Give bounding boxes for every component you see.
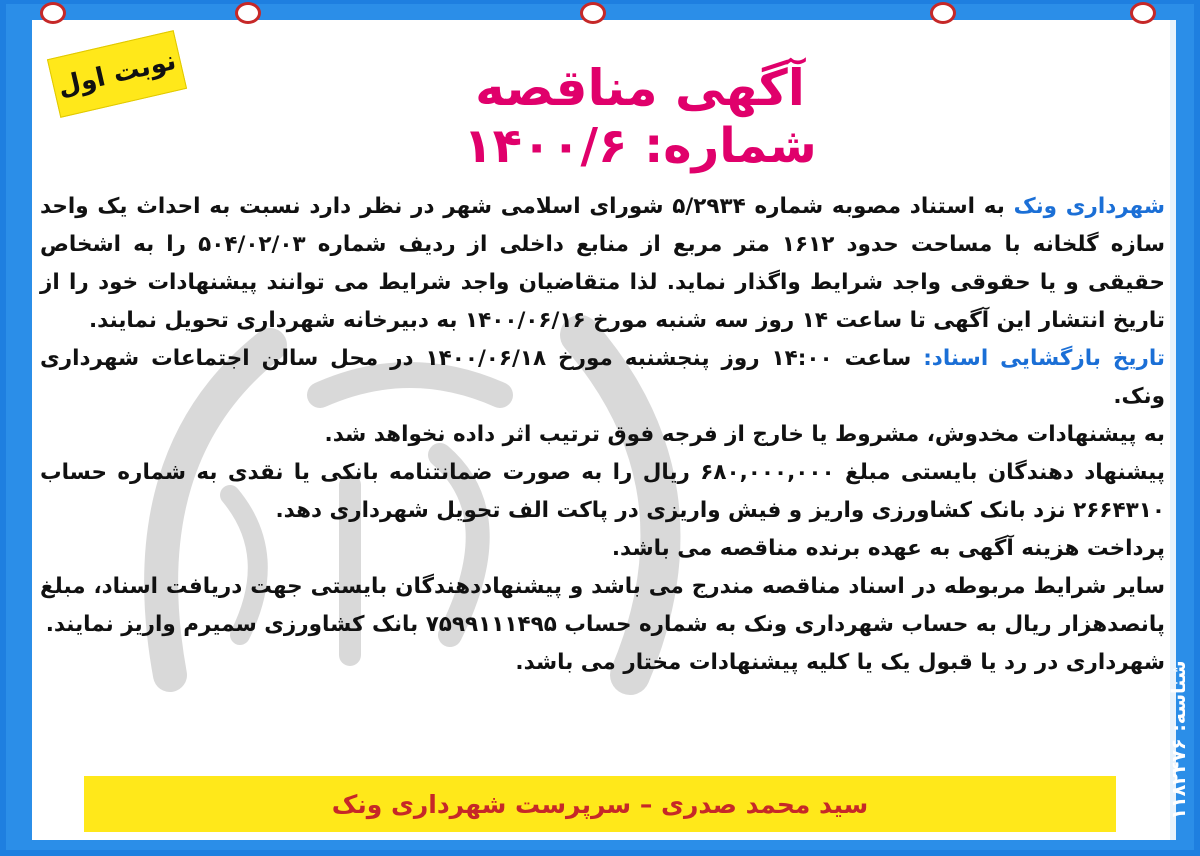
paragraph-text: ساعت ۱۴:۰۰ روز پنجشنبه مورخ ۱۴۰۰/۰۶/۱۸ در محل سالن اجتماعات شهرداری ونک. [40,346,1165,409]
ad-id-code: شناسه: ۱۱۸۲۴۷۶ [1168,660,1190,820]
ad-body [40,188,1165,682]
signature-banner [84,776,1116,832]
hook-ornament [580,2,606,24]
hook-ornament [930,2,956,24]
paragraph [40,340,1165,416]
hook-ornament [235,2,261,24]
paragraph: پرداخت هزینه آگهی به عهده برنده مناقصه می باشد. [611,536,1165,561]
paragraph: سایر شرایط مربوطه در اسناد مناقصه مندرج می باشد و پیشنهاددهندگان بایستی جهت دریافت اسناد، مبلغ پانصدهزار ریال به حساب شهرداری ونک به شماره حساب ۷۵۹۹۱۱۱۴۹۵ بانک کشاورزی سمیرم واریز نمایند. [40,574,1165,637]
ad-id-strip [1162,640,1196,840]
signature-text: سید محمد صدری – سرپرست شهرداری ونک [331,789,869,819]
hook-ornament [40,2,66,24]
frame-hooks [0,0,1188,24]
ad-title: آگهی مناقصه [475,59,805,117]
hook-ornament [1130,2,1156,24]
paragraph-text: به استناد مصوبه شماره ۵/۲۹۳۴ شورای اسلامی شهر در نظر دارد نسبت به احداث یک واحد سازه گلخانه با مساحت حدود ۱۶۱۲ متر مربع از منابع داخلی از ردیف شماره ۵۰۴/۰۲/۰۳ را به اشخاص حقیقی و یا حقوقی واجد شرایط واگذار نماید. لذا متقاضیان واجد شرایط می توانند پیشنهادات خود را از تاریخ انتشار این آگهی تا ساعت ۱۴ روز سه شنبه مورخ ۱۴۰۰/۰۶/۱۶ به دبیرخانه شهرداری تحویل نمایند. [40,194,1165,333]
tender-number: شماره: ۱۴۰۰/۶ [463,118,817,174]
municipality-name: شهرداری ونک [1013,194,1166,219]
paragraph: شهرداری در رد یا قبول یک یا کلیه پیشنهادات مختار می باشد. [515,650,1165,675]
bottom-frame-band [6,840,1194,850]
paragraph: به پیشنهادات مخدوش، مشروط یا خارج از فرجه فوق ترتیب اثر داده نخواهد شد. [324,422,1165,447]
paragraph [40,188,1165,340]
badge-label: نوبت اول [55,45,179,103]
paragraph: پیشنهاد دهندگان بایستی مبلغ ۶۸۰,۰۰۰,۰۰۰ ریال را به صورت ضمانتنامه بانکی یا نقدی به شماره حساب ۲۶۶۴۳۱۰ نزد بانک کشاورزی واریز و فیش واریزی در پاکت الف تحویل شهرداری دهد. [40,460,1165,523]
opening-date-label: تاریخ بازگشایی اسناد: [923,346,1165,371]
